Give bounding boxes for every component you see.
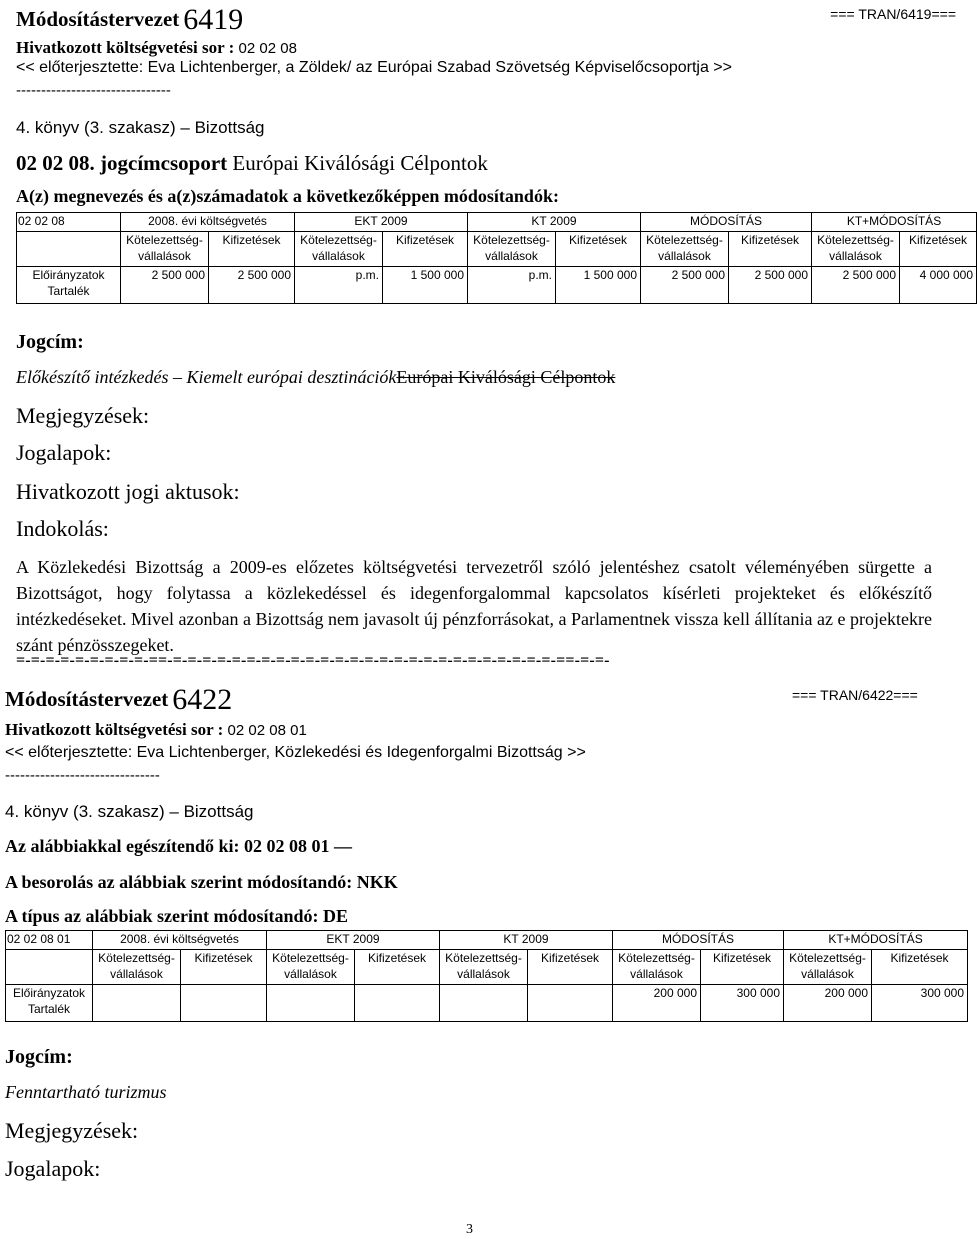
am2-col-budget-2008: 2008. évi költségvetés: [93, 931, 267, 950]
am2-jogcim-label: Jogcím:: [5, 1046, 73, 1068]
am2-book: 4. könyv (3. szakasz) – Bizottság: [5, 802, 254, 821]
am2-value-cell: [181, 985, 267, 1022]
am2-presenter: << előterjesztette: Eva Lichtenberger, Közlekedési és Idegenforgalmi Bizottság >>: [5, 744, 586, 761]
am1-value-cell: p.m.: [295, 267, 383, 304]
am2-value-cell: 300 000: [701, 985, 784, 1022]
am1-group-line: [16, 151, 488, 176]
am1-sub-payments: Kifizetések: [729, 232, 812, 267]
am1-value-cell: 2 500 000: [209, 267, 295, 304]
am1-jogcim-old: Európai Kiválósági Célpontok: [396, 367, 616, 387]
am1-sub-commitments: Kötelezettség- vállalások: [121, 232, 209, 267]
am1-hivatkozott: Hivatkozott jogi aktusok:: [16, 479, 240, 504]
page-number: 3: [466, 1222, 473, 1237]
am1-value-cell: 2 500 000: [812, 267, 900, 304]
am1-ref-value: 02 02 08: [238, 40, 297, 57]
am2-sub-payments: Kifizetések: [528, 950, 613, 985]
am2-sub-commitments: Kötelezettség- vállalások: [93, 950, 181, 985]
am1-end-separator: =-=-=-=-=-=-=-=-=-==-=-=-=-=-=-=-=-=-=-=-=-=-=-=-=-=-=-=-=-=-=-=-=-=-=-=-==-=-=-: [16, 652, 610, 669]
am2-ref-label: Hivatkozott költségvetési sor :: [5, 720, 224, 739]
am2-megjegyzesek: Megjegyzések:: [5, 1118, 139, 1143]
am2-value-cell: 300 000: [872, 985, 968, 1022]
am1-sub-payments: Kifizetések: [209, 232, 295, 267]
am2-col-modification: MÓDOSÍTÁS: [613, 931, 784, 950]
am1-modify-line: A(z) megnevezés és a(z)számadatok a következőképpen módosítandók:: [16, 186, 559, 206]
am2-col-kt-plus-mod: KT+MÓDOSÍTÁS: [784, 931, 968, 950]
am1-value-cell: 2 500 000: [729, 267, 812, 304]
am1-sub-empty: [17, 232, 121, 267]
am2-sub-commitments: Kötelezettség- vállalások: [784, 950, 872, 985]
am1-col-budget-2008: 2008. évi költségvetés: [121, 213, 295, 232]
am1-sub-payments: Kifizetések: [556, 232, 641, 267]
am2-col-ekt-2009: EKT 2009: [267, 931, 440, 950]
am1-sub-payments: Kifizetések: [383, 232, 468, 267]
am2-sub-empty: [6, 950, 93, 985]
am2-sub-payments: Kifizetések: [181, 950, 267, 985]
am2-title-row: [5, 680, 232, 714]
am1-separator: -------------------------------: [16, 82, 171, 99]
am1-indokolas: Indokolás:: [16, 516, 109, 541]
am1-code: === TRAN/6419===: [830, 6, 956, 22]
am2-jogcim-text: Fenntartható turizmus: [5, 1082, 167, 1102]
am1-number: 6419: [183, 3, 244, 36]
am2-table-line: 02 02 08 01: [6, 931, 93, 950]
am1-jogalapok: Jogalapok:: [16, 440, 112, 465]
am2-sub-payments: Kifizetések: [355, 950, 440, 985]
am2-supplement: Az alábbiakkal egészítendő ki: 02 02 08 01 —: [5, 836, 353, 856]
am1-table-line: 02 02 08: [17, 213, 121, 232]
am2-value-cell: [355, 985, 440, 1022]
am2-sub-commitments: Kötelezettség- vállalások: [613, 950, 701, 985]
am1-ref-label: Hivatkozott költségvetési sor :: [16, 38, 235, 57]
am1-book: 4. könyv (3. szakasz) – Bizottság: [16, 118, 265, 137]
am2-row-labels: Előirányzatok Tartalék: [6, 985, 93, 1022]
am2-sub-payments: Kifizetések: [701, 950, 784, 985]
am1-group-code: 02 02 08. jogcímcsoport: [16, 151, 228, 175]
am1-jogcim-text: [16, 367, 615, 388]
am1-value-cell: 2 500 000: [121, 267, 209, 304]
am1-megjegyzesek: Megjegyzések:: [16, 403, 150, 428]
am2-sub-commitments: Kötelezettség- vállalások: [267, 950, 355, 985]
am1-value-cell: 2 500 000: [641, 267, 729, 304]
am1-col-ekt-2009: EKT 2009: [295, 213, 468, 232]
am1-jogcim-new: Előkészítő intézkedés – Kiemelt európai desztinációk: [16, 367, 397, 387]
am1-title: Módosítástervezet: [16, 7, 180, 31]
am1-budget-table: [16, 212, 977, 304]
am1-jogcim-label: Jogcím:: [16, 331, 84, 353]
am1-value-cell: 4 000 000: [900, 267, 977, 304]
am1-sub-commitments: Kötelezettség- vállalások: [295, 232, 383, 267]
am1-presenter: << előterjesztette: Eva Lichtenberger, a Zöldek/ az Európai Szabad Szövetség Képviselőcsoportja >>: [16, 59, 732, 76]
am2-value-cell: [440, 985, 528, 1022]
am1-col-kt-2009: KT 2009: [468, 213, 641, 232]
am1-col-modification: MÓDOSÍTÁS: [641, 213, 812, 232]
am2-number: 6422: [172, 683, 233, 716]
am2-ref-line: [5, 720, 307, 740]
am2-type: A típus az alábbiak szerint módosítandó: DE: [5, 906, 349, 926]
am2-ref-value: 02 02 08 01: [227, 722, 307, 739]
am2-sub-commitments: Kötelezettség- vállalások: [440, 950, 528, 985]
am1-justification: A Közlekedési Bizottság a 2009-es előzetes költségvetési tervezetről szóló jelentéshez csatolt véleményében sürgette a Bizottságot, hogy folytassa a közlekedéssel és idegenforgalommal kapcsolatos kísérleti projekteket és előkészítő intézkedéseket. Mivel azonban a Bizottság nem javasolt új pénzforrásokat, a Parlamentnek vissza kell állítania az e projektekre szánt pénzösszegeket.: [16, 557, 932, 655]
am2-title: Módosítástervezet: [5, 687, 169, 711]
am2-value-cell: [528, 985, 613, 1022]
am2-value-cell: 200 000: [784, 985, 872, 1022]
am2-jogalapok: Jogalapok:: [5, 1156, 101, 1181]
am2-code: === TRAN/6422===: [792, 687, 918, 703]
am2-sub-payments: Kifizetések: [872, 950, 968, 985]
am1-sub-payments: Kifizetések: [900, 232, 977, 267]
am1-value-cell: 1 500 000: [556, 267, 641, 304]
am1-value-cell: 1 500 000: [383, 267, 468, 304]
am2-budget-table: [5, 930, 968, 1022]
am1-title-row: [16, 0, 243, 34]
am2-col-kt-2009: KT 2009: [440, 931, 613, 950]
am1-group-name: Európai Kiválósági Célpontok: [232, 151, 488, 175]
am1-row-labels: Előirányzatok Tartalék: [17, 267, 121, 304]
am1-sub-commitments: Kötelezettség- vállalások: [468, 232, 556, 267]
am2-value-cell: [93, 985, 181, 1022]
am1-sub-commitments: Kötelezettség- vállalások: [641, 232, 729, 267]
am1-ref-line: [16, 38, 297, 58]
am1-value-cell: p.m.: [468, 267, 556, 304]
am2-value-cell: 200 000: [613, 985, 701, 1022]
am2-classification: A besorolás az alábbiak szerint módosítandó: NKK: [5, 872, 398, 892]
am2-value-cell: [267, 985, 355, 1022]
am2-separator: -------------------------------: [5, 767, 160, 784]
am1-sub-commitments: Kötelezettség- vállalások: [812, 232, 900, 267]
am1-col-kt-plus-mod: KT+MÓDOSÍTÁS: [812, 213, 977, 232]
